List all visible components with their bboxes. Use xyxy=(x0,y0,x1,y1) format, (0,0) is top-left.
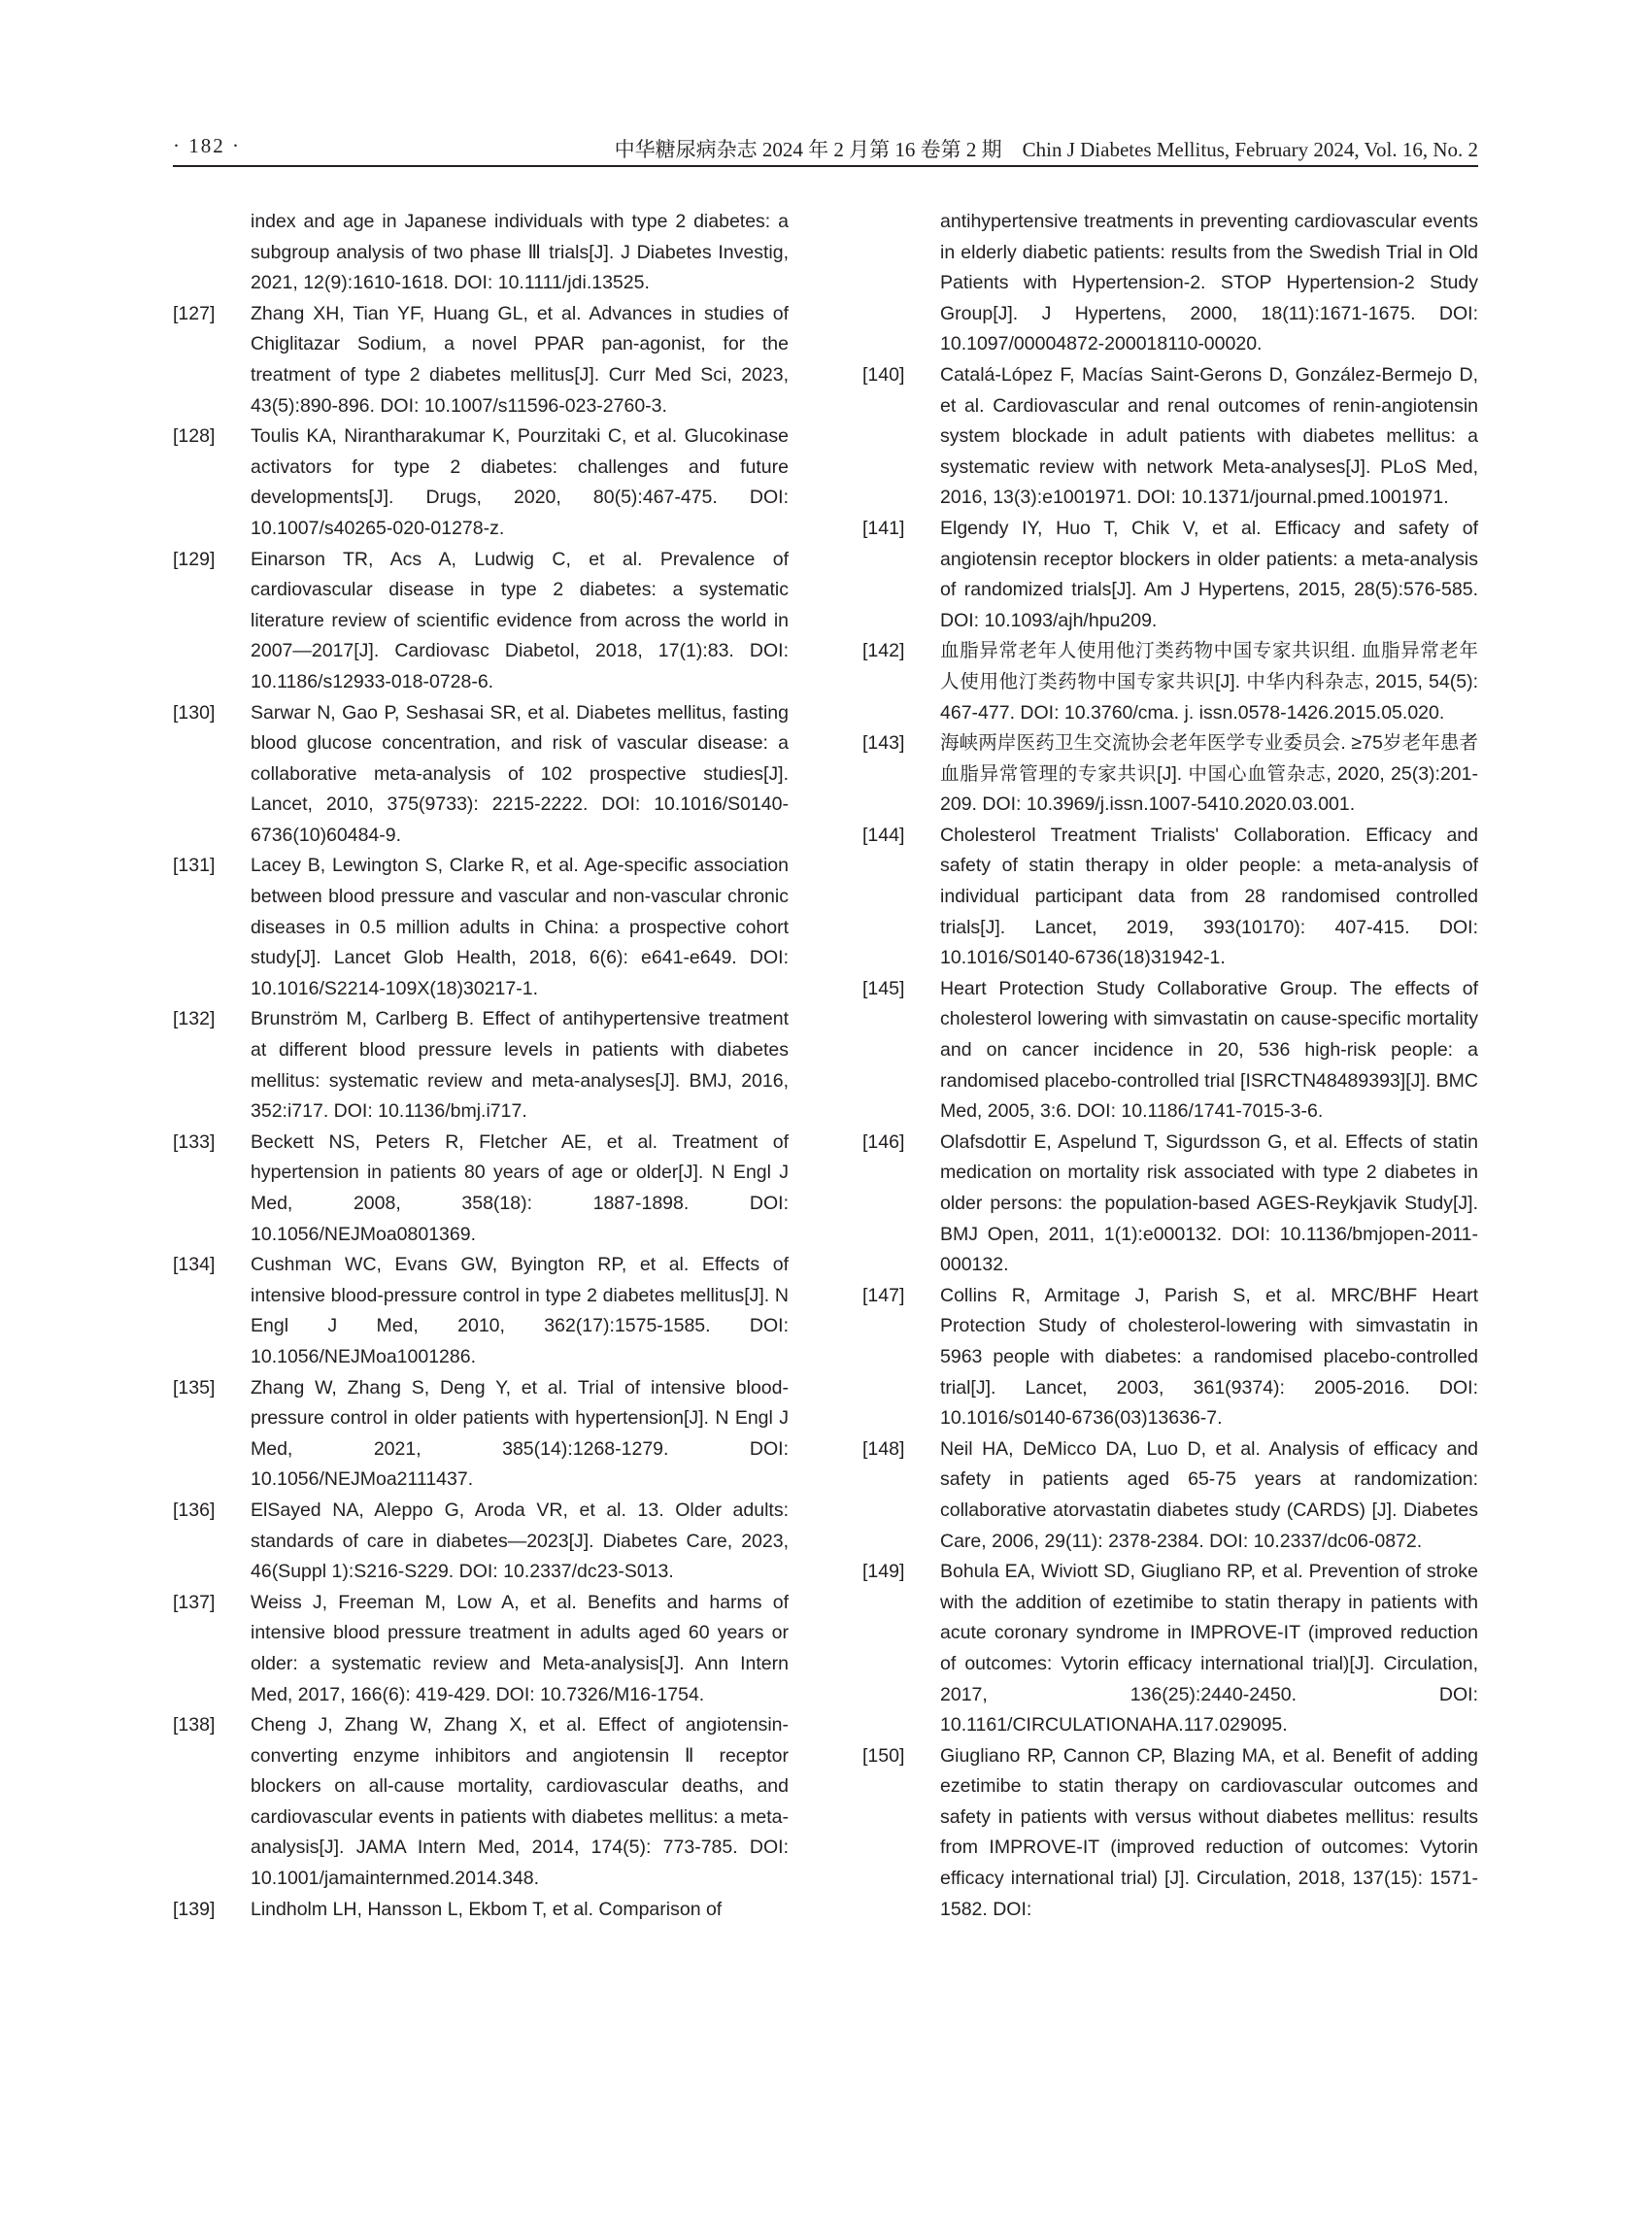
reference-text: Lacey B, Lewington S, Clarke R, et al. Age-specific association between blood pressure and vascular and non-vascular chronic diseases in 0.5 million adults in China: a prospective cohort study[J]. Lancet Glob Health, 2018, 6(6): e641-e649. DOI: 10.1016/S2214-109X(18)30217-1. xyxy=(251,855,789,999)
reference-item xyxy=(173,299,789,421)
reference-text: Elgendy IY, Huo T, Chik V, et al. Efficacy and safety of angiotensin receptor blockers in older patients: a meta-analysis of randomized trials[J]. Am J Hypertens, 2015, 28(5):576-585. DOI: 10.1093/ajh/hpu209. xyxy=(940,517,1478,631)
reference-number: [148] xyxy=(862,1437,905,1460)
reference-text: Sarwar N, Gao P, Seshasai SR, et al. Diabetes mellitus, fasting blood glucose concentration, and risk of vascular disease: a collaborative meta-analysis of 102 prospective studies[J]. Lancet, 2010, 375(9733): 2215-2222. DOI: 10.1016/S0140-6736(10)60484-9. xyxy=(251,701,789,846)
reference-number: [128] xyxy=(173,425,216,448)
reference-number: [141] xyxy=(862,517,905,539)
reference-item xyxy=(862,1434,1478,1557)
reference-item xyxy=(862,1557,1478,1741)
reference-number: [139] xyxy=(173,1898,216,1920)
reference-continuation xyxy=(862,207,1478,360)
reference-item xyxy=(173,1250,789,1372)
reference-number: [132] xyxy=(173,1008,216,1030)
reference-item xyxy=(173,1004,789,1127)
reference-item xyxy=(173,1128,789,1250)
reference-text: Cushman WC, Evans GW, Byington RP, et al. Effects of intensive blood-pressure control in type 2 diabetes mellitus[J]. N Engl J Med, 2010, 362(17):1575-1585. DOI: 10.1056/NEJMoa1001286. xyxy=(251,1254,789,1367)
reference-continuation xyxy=(173,207,789,299)
reference-number: [150] xyxy=(862,1744,905,1767)
reference-text: Neil HA, DeMicco DA, Luo D, et al. Analysis of efficacy and safety in patients aged 65-75 years at randomization: collaborative atorvastatin diabetes study (CARDS) [J]. Diabetes Care, 2006, 29(11): 2378-2384. DOI: 10.2337/dc06-0872. xyxy=(940,1437,1478,1552)
reference-number: [145] xyxy=(862,977,905,999)
reference-text: Brunström M, Carlberg B. Effect of antihypertensive treatment at different blood pressure levels in patients with diabetes mellitus: systematic review and meta-analyses[J]. BMJ, 2016, 352:i717. DOI: 10.1136/bmj.i717. xyxy=(251,1008,789,1123)
reference-text: Zhang XH, Tian YF, Huang GL, et al. Advances in studies of Chiglitazar Sodium, a novel PPAR pan-agonist, for the treatment of type 2 diabetes mellitus[J]. Curr Med Sci, 2023, 43(5):890-896. DOI: 10.1007/s11596-023-2760-3. xyxy=(251,302,789,417)
reference-item xyxy=(173,1710,789,1895)
reference-item xyxy=(173,851,789,1004)
reference-item xyxy=(862,974,1478,1128)
reference-item xyxy=(862,360,1478,514)
reference-item xyxy=(173,1588,789,1710)
reference-text: Giugliano RP, Cannon CP, Blazing MA, et al. Benefit of adding ezetimibe to statin therapy on cardiovascular outcomes and safety in patients with versus without diabetes mellitus: results from IMPROVE-IT (improved reduction of outcomes: Vytorin efficacy international trial) [J]. Circulation, 2018, 137(15): 1571-1582. DOI: xyxy=(940,1744,1478,1920)
reference-text: Beckett NS, Peters R, Fletcher AE, et al. Treatment of hypertension in patients 80 years of age or older[J]. N Engl J Med, 2008, 358(18): 1887-1898. DOI: 10.1056/NEJMoa0801369. xyxy=(251,1130,789,1245)
reference-text: Einarson TR, Acs A, Ludwig C, et al. Prevalence of cardiovascular disease in type 2 diabetes: a systematic literature review of scientific evidence from across the world in 2007—2017[J]. Cardiovasc Diabetol, 2018, 17(1):83. DOI: 10.1186/s12933-018-0728-6. xyxy=(251,548,789,692)
reference-item xyxy=(862,1281,1478,1434)
reference-number: [140] xyxy=(862,363,905,386)
reference-text: ElSayed NA, Aleppo G, Aroda VR, et al. 13. Older adults: standards of care in diabetes—2023[J]. Diabetes Care, 2023, 46(Suppl 1):S216-S229. DOI: 10.2337/dc23-S013. xyxy=(251,1499,789,1583)
reference-item xyxy=(862,1741,1478,1926)
reference-text: Olafsdottir E, Aspelund T, Sigurdsson G, et al. Effects of statin medication on mortality risk associated with type 2 diabetes in older persons: the population-based AGES-Reykjavik Study[J]. BMJ Open, 2011, 1(1):e000132. DOI: 10.1136/bmjopen-2011-000132. xyxy=(940,1130,1478,1276)
reference-text: Toulis KA, Nirantharakumar K, Pourzitaki C, et al. Glucokinase activators for type 2 diabetes: challenges and future developments[J]. Drugs, 2020, 80(5):467-475. DOI: 10.1007/s40265-020-01278-z. xyxy=(251,425,789,539)
reference-item xyxy=(173,1496,789,1588)
journal-citation: 中华糖尿病杂志 2024 年 2 月第 16 卷第 2 期 Chin J Diabetes Mellitus, February 2024, Vol. 16, No. 2 xyxy=(614,138,1478,161)
reference-item xyxy=(173,1895,789,1926)
reference-number: [135] xyxy=(173,1376,216,1399)
reference-text: 血脂异常老年人使用他汀类药物中国专家共识组. 血脂异常老年人使用他汀类药物中国专家共识[J]. 中华内科杂志, 2015, 54(5): 467-477. DOI: 10.3760/cma. j. issn.0578-1426.2015.05.020. xyxy=(940,640,1478,724)
reference-item xyxy=(862,821,1478,974)
reference-number: [129] xyxy=(173,548,216,570)
reference-number: [146] xyxy=(862,1130,905,1153)
reference-item xyxy=(173,698,789,852)
reference-number: [147] xyxy=(862,1284,905,1306)
reference-number: [144] xyxy=(862,824,905,846)
reference-text: antihypertensive treatments in preventing cardiovascular events in elderly diabetic patients: results from the Swedish Trial in Old Patients with Hypertension-2. STOP Hypertension-2 Study Group[J]. J Hypertens, 2000, 18(11):1671-1675. DOI: 10.1097/00004872-200018110-00020. xyxy=(940,211,1478,355)
reference-number: [134] xyxy=(173,1254,216,1276)
running-header xyxy=(173,130,1478,167)
reference-number: [131] xyxy=(173,855,216,877)
reference-text: index and age in Japanese individuals with type 2 diabetes: a subgroup analysis of two phase Ⅲ trials[J]. J Diabetes Investig, 2021, 12(9):1610-1618. DOI: 10.1111/jdi.13525. xyxy=(251,211,789,294)
reference-number: [149] xyxy=(862,1561,905,1583)
reference-item xyxy=(173,421,789,544)
reference-item xyxy=(173,1373,789,1496)
reference-text: Lindholm LH, Hansson L, Ekbom T, et al. Comparison of xyxy=(251,1898,723,1920)
reference-item xyxy=(862,1128,1478,1281)
reference-text: Heart Protection Study Collaborative Group. The effects of cholesterol lowering with simvastatin on cause-specific mortality and on cancer incidence in 20, 536 high-risk people: a randomised placebo-controlled trial [ISRCTN48489393][J]. BMC Med, 2005, 3:6. DOI: 10.1186/1741-7015-3-6. xyxy=(940,977,1478,1123)
reference-text: Cholesterol Treatment Trialists' Collaboration. Efficacy and safety of statin therapy in older people: a meta-analysis of individual participant data from 28 randomised controlled trials[J]. Lancet, 2019, 393(10170): 407-415. DOI: 10.1016/S0140-6736(18)31942-1. xyxy=(940,824,1478,969)
reference-number: [127] xyxy=(173,302,216,324)
page-number: · 182 · xyxy=(173,134,241,157)
left-column xyxy=(173,207,789,1925)
reference-item xyxy=(173,545,789,698)
reference-text: Cheng J, Zhang W, Zhang X, et al. Effect of angiotensin-converting enzyme inhibitors and angiotensin Ⅱ receptor blockers on all-cause mortality, cardiovascular deaths, and cardiovascular events in patients with diabetes mellitus: a meta-analysis[J]. JAMA Intern Med, 2014, 174(5): 773-785. DOI: 10.1001/jamainternmed.2014.348. xyxy=(251,1714,789,1890)
reference-item xyxy=(862,636,1478,728)
reference-item xyxy=(862,514,1478,636)
reference-number: [133] xyxy=(173,1130,216,1153)
reference-item xyxy=(862,728,1478,821)
reference-number: [138] xyxy=(173,1714,216,1736)
reference-text: Zhang W, Zhang S, Deng Y, et al. Trial of intensive blood-pressure control in older patients with hypertension[J]. N Engl J Med, 2021, 385(14):1268-1279. DOI: 10.1056/NEJMoa2111437. xyxy=(251,1376,789,1491)
reference-text: 海峡两岸医药卫生交流协会老年医学专业委员会. ≥75岁老年患者血脂异常管理的专家共识[J]. 中国心血管杂志, 2020, 25(3):201-209. DOI: 10.3969/j.issn.1007-5410.2020.03.001. xyxy=(940,732,1478,816)
reference-number: [137] xyxy=(173,1591,216,1613)
reference-text: Bohula EA, Wiviott SD, Giugliano RP, et al. Prevention of stroke with the addition of ezetimibe to statin therapy in patients with acute coronary syndrome in IMPROVE-IT (improved reduction of outcomes: Vytorin efficacy international trial)[J]. Circulation, 2017, 136(25):2440-2450. DOI: 10.1161/CIRCULATIONAHA.117.029095. xyxy=(940,1561,1478,1736)
reference-number: [136] xyxy=(173,1499,216,1521)
reference-text: Weiss J, Freeman M, Low A, et al. Benefits and harms of intensive blood pressure treatment in adults aged 60 years or older: a systematic review and Meta-analysis[J]. Ann Intern Med, 2017, 166(6): 419-429. DOI: 10.7326/M16-1754. xyxy=(251,1591,789,1705)
reference-text: Catalá-López F, Macías Saint-Gerons D, González-Bermejo D, et al. Cardiovascular and renal outcomes of renin-angiotensin system blockade in adult patients with diabetes mellitus: a systematic review with network Meta-analyses[J]. PLoS Med, 2016, 13(3):e1001971. DOI: 10.1371/journal.pmed.1001971. xyxy=(940,363,1478,509)
reference-number: [142] xyxy=(862,640,905,662)
reference-number: [143] xyxy=(862,732,905,755)
reference-text: Collins R, Armitage J, Parish S, et al. MRC/BHF Heart Protection Study of cholesterol-lowering with simvastatin in 5963 people with diabetes: a randomised placebo-controlled trial[J]. Lancet, 2003, 361(9374): 2005-2016. DOI: 10.1016/s0140-6736(03)13636-7. xyxy=(940,1284,1478,1430)
reference-number: [130] xyxy=(173,701,216,724)
right-column xyxy=(862,207,1478,1925)
